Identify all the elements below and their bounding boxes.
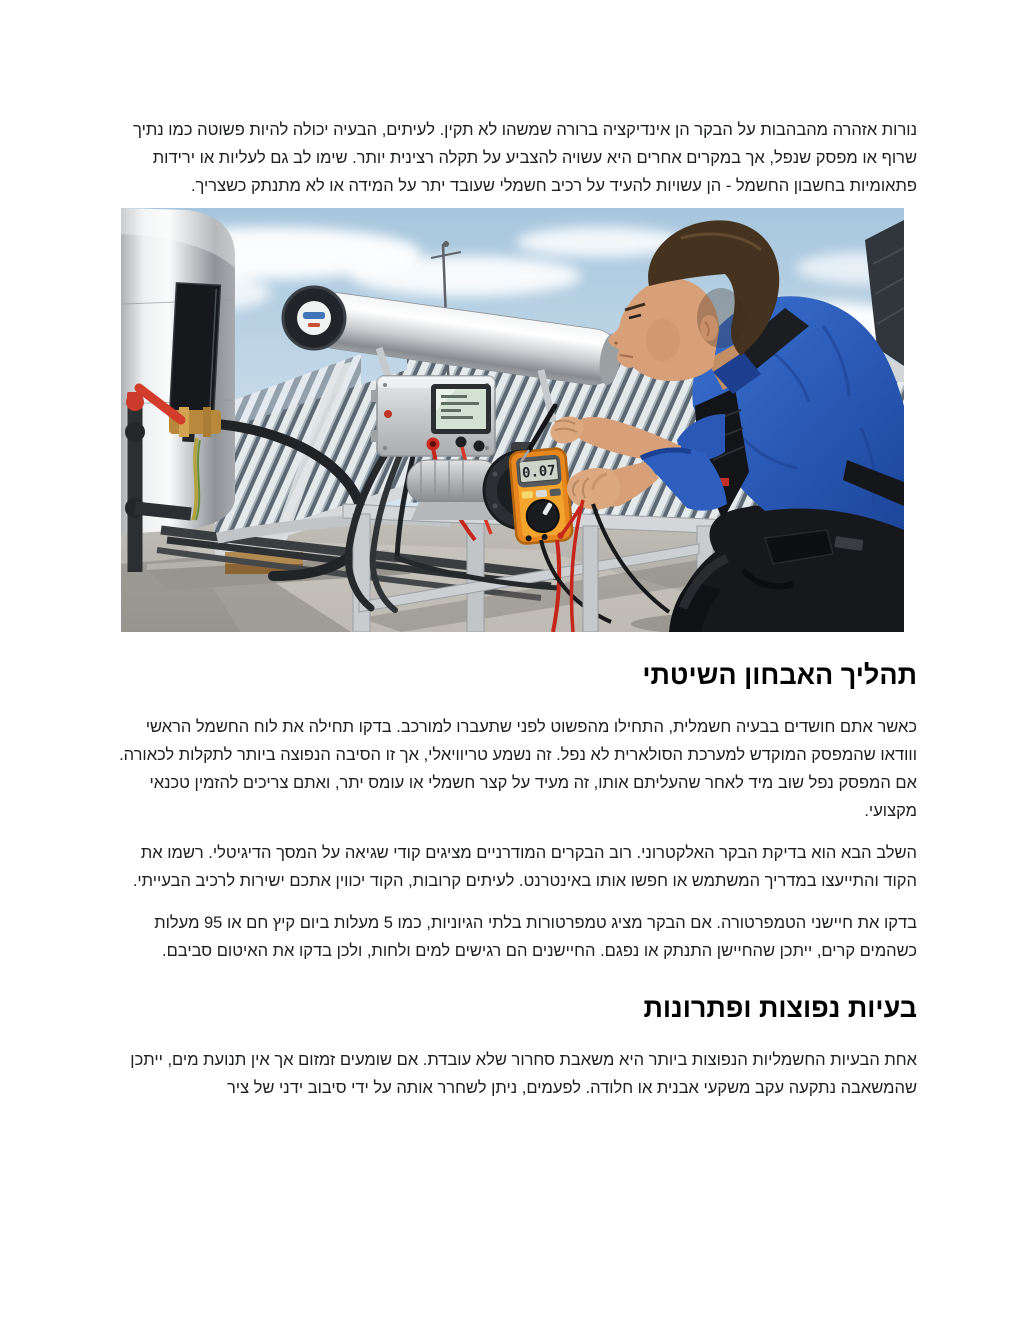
section1-paragraph-1: כאשר אתם חושדים בבעיה חשמלית, התחילו מהפשוט לפני שתעברו למורכב. בדקו תחילה את לוח החשמל הראשי ווודאו שהמפסק המוקדש למערכת הסולארית לא נפל. זה נשמע טריוויאלי, אך זו הסיבה הנפוצה ביותר לתקלות לכאורה. אם המפסק נפל שוב מיד לאחר שהעליתם אותו, זה מעיד על קצר חשמלי או עומס יתר, ואתם צריכים להזמין טכנאי מקצועי.: [119, 718, 917, 820]
multimeter-reading: 0.07: [521, 462, 557, 482]
stand-rear-leg: [583, 526, 598, 632]
intro-paragraph: נורות אזהרה מהבהבות על הבקר הן אינדיקציה ברורה שמשהו לא תקין. לעיתים, הבעיה יכולה להיות פשוטה כמו נתיך שרוף או מפסק שנפל, אך במקרים אחרים היא עשויה להצביע על תקלה רצינית יותר. שימו לב גם לעליות או ירידות פתאומיות בחשבון החשמל - הן עשויות להעיד על רכיב חשמלי שעובד יתר על המידה או לא מתנתק כשצריך.: [133, 121, 917, 195]
section2-heading: בעיות נפוצות ופתרונות: [643, 993, 917, 1023]
section1-heading: תהליך האבחון השיטתי: [642, 660, 917, 690]
section1-paragraph-3: בדקו את חיישני הטמפרטורה. אם הבקר מציג טמפרטורות בלתי הגיוניות, כמו 5 מעלות ביום קיץ חם או 95 מעלות כשהמים קרים, ייתכן שהחיישן התנתק או נפגם. החיישנים הם רגישים למים ולחות, ולכן בדקו את האיטום סביבם.: [154, 914, 917, 960]
section2-paragraph-1: אחת הבעיות החשמליות הנפוצות ביותר היא משאבת סחרור שלא עובדת. אם שומעים זמזום אך אין תנועת מים, ייתכן שהמשאבה נתקעה עקב משקעי אבנית או חלודה. לפעמים, ניתן לשחרר אותה על ידי סיבוב ידני של ציר: [130, 1051, 917, 1097]
section1-paragraph-2: השלב הבא הוא בדיקת הבקר האלקטרוני. רוב הבקרים המודרניים מציגים קודי שגיאה על המסך הדיגיטלי. רשמו את הקוד והתייעצו במדריך המשתמש או חפשו אותו באינטרנט. לעיתים קרובות, הקוד יכווין אתכם ישירות לרכיב הבעייתי.: [132, 844, 917, 890]
rooftop-solar-photo: [121, 208, 904, 632]
article-photo: [121, 208, 904, 632]
